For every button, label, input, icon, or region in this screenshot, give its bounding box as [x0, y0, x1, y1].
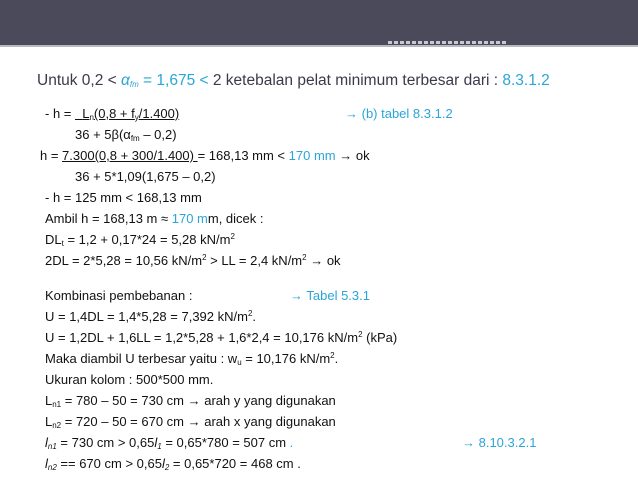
- ref-tabel-5-3-1: → Tabel 5.3.1: [290, 288, 370, 303]
- line-h-min: - h = 125 mm < 168,13 mm: [45, 190, 202, 205]
- line-check-ln2: $l_{n2} == 670$ cm > $0,65l_2 = 0,65*720 = 468$ cm .: [45, 456, 301, 472]
- header-dashed-divider: [388, 41, 508, 44]
- line-2dl: 2DL = 2*5,28 = 10,56 $kN/m^2$ > LL = 2,4 $kN/m^2$ → ok: [45, 253, 341, 268]
- line-denominator: $36 + 5\beta(\alpha_{fm} - 0,2)$: [75, 127, 177, 143]
- ref-table-8-3-1-2: → (b) tabel 8.3.1.2: [345, 106, 453, 121]
- line-kombinasi: Kombinasi pembebanan :: [45, 288, 193, 303]
- line-dlt: $DL_t = 1,2 + 0,17*24 = 5,28$ $kN/m^2$: [45, 232, 235, 248]
- line-u-1: U = 1,4DL = 1,4*5,28 = 7,392 $kN/m^2$.: [45, 309, 257, 324]
- slide-title: Untuk $0,2 < \alpha_{fm} = 1,675 < 2$ ketebalan pelat minimum terbesar dari : 8.3.1.2: [37, 72, 550, 89]
- line-ambil-h: Ambil h = 168,13 m ≈ 170 mm, dicek :: [45, 211, 264, 226]
- line-denominator-numeric: 36 + 5*1,09(1,675 – 0,2): [75, 169, 216, 184]
- header-accent-line: [0, 45, 638, 47]
- line-u-2: U = 1,2DL + 1,6LL = 1,2*5,28 + 1,6*2,4 = 10,176 $kN/m^2$ (kPa): [45, 330, 398, 345]
- line-ukuran-kolom: Ukuran kolom : 500*500 mm.: [45, 372, 214, 387]
- line-check-ln1: $l_{n1} = 730$ cm > $0,65l_1 = 0,65*780 = 507$ cm .: [45, 435, 294, 451]
- ref-8-10-3-2-1: → 8.10.3.2.1: [462, 435, 537, 450]
- line-ln2: $L_{n2} = 720 - 50 = 670$ cm → arah x yang digunakan: [45, 414, 336, 430]
- line-h-numeric: h = 7.300(0,8 + 300/1.400) = 168,13 mm < 170 mm → ok: [40, 148, 370, 163]
- line-wu: Maka diambil U terbesar yaitu : $w_u = 10,176$ $kN/m^2$.: [45, 351, 339, 367]
- slide-header-bar: [0, 0, 638, 45]
- line-ln1: $L_{n1} = 780 - 50 = 730$ cm → arah y yang digunakan: [45, 393, 336, 409]
- line-h-formula: - $h = L_n(0,8 + f_y/1.400)$: [45, 106, 180, 122]
